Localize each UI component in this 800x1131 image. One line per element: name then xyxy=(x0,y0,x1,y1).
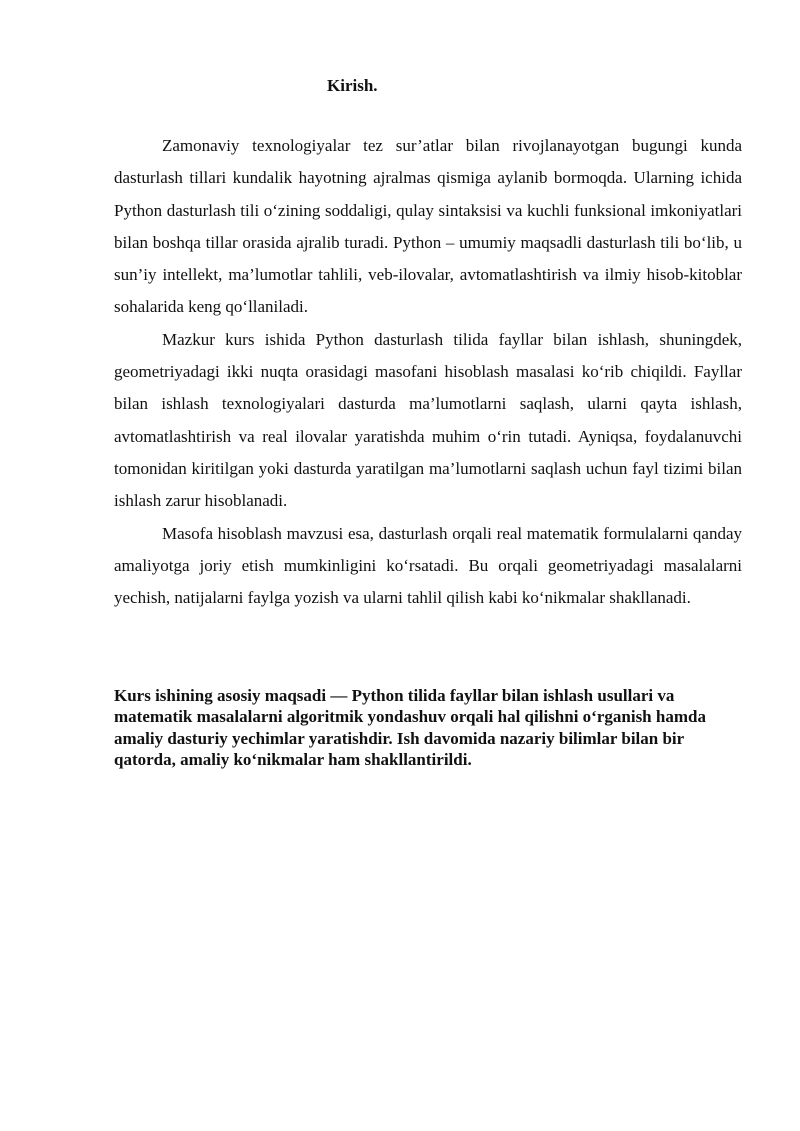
section-heading: Kirish. xyxy=(327,76,378,95)
body-text xyxy=(114,130,742,614)
paragraph-course-work: Mazkur kurs ishida Python dasturlash tilida fayllar bilan ishlash, shuningdek, geometriyadagi ikki nuqta orasidagi masofani hisoblash masalasi ko‘rib chiqildi. Fayllar bilan ishlash texnologiyalari dasturda ma’lumotlarni saqlash, ularni qayta ishlash, avtomatlashtirish va real ilovalar yaratishda muhim o‘rin tutadi. Ayniqsa, foydalanuvchi tomonidan kiritilgan yoki dasturda yaratilgan ma’lumotlarni saqlash uchun fayl tizimi bilan ishlash zarur hisoblanadi. xyxy=(114,329,742,511)
paragraph-intro: Zamonaviy texnologiyalar tez sur’atlar bilan rivojlanayotgan bugungi kunda dasturlash tillari kundalik hayotning ajralmas qismiga aylanib bormoqda. Ularning ichida Python dasturlash tili o‘zining soddaligi, qulay sintaksisi va kuchli funksional imkoniyatlari bilan boshqa tillar orasida ajralib turadi. Python – umumiy maqsadli dasturlash tili bo‘lib, u sun’iy intellekt, ma’lumotlar tahlili, veb-ilovalar, avtomatlashtirish va ilmiy hisob-kitoblar sohalarida keng qo‘llaniladi. xyxy=(114,136,742,317)
goal-summary: Kurs ishining asosiy maqsadi — Python tilida fayllar bilan ishlash usullari va matematik masalalarni algoritmik yondashuv orqali hal qilishni o‘rganish hamda amaliy dasturiy yechimlar yaratishdir. Ish davomida nazariy bilimlar bilan bir qatorda, amaliy ko‘nikmalar ham shakllantirildi. xyxy=(114,686,706,769)
paragraph-distance-topic: Masofa hisoblash mavzusi esa, dasturlash orqali real matematik formulalarni qanday amaliyotga joriy etish mumkinligini ko‘rsatadi. Bu orqali geometriyadagi masalalarni yechish, natijalarni faylga yozish va ularni tahlil qilish kabi ko‘nikmalar shakllanadi. xyxy=(114,523,742,608)
